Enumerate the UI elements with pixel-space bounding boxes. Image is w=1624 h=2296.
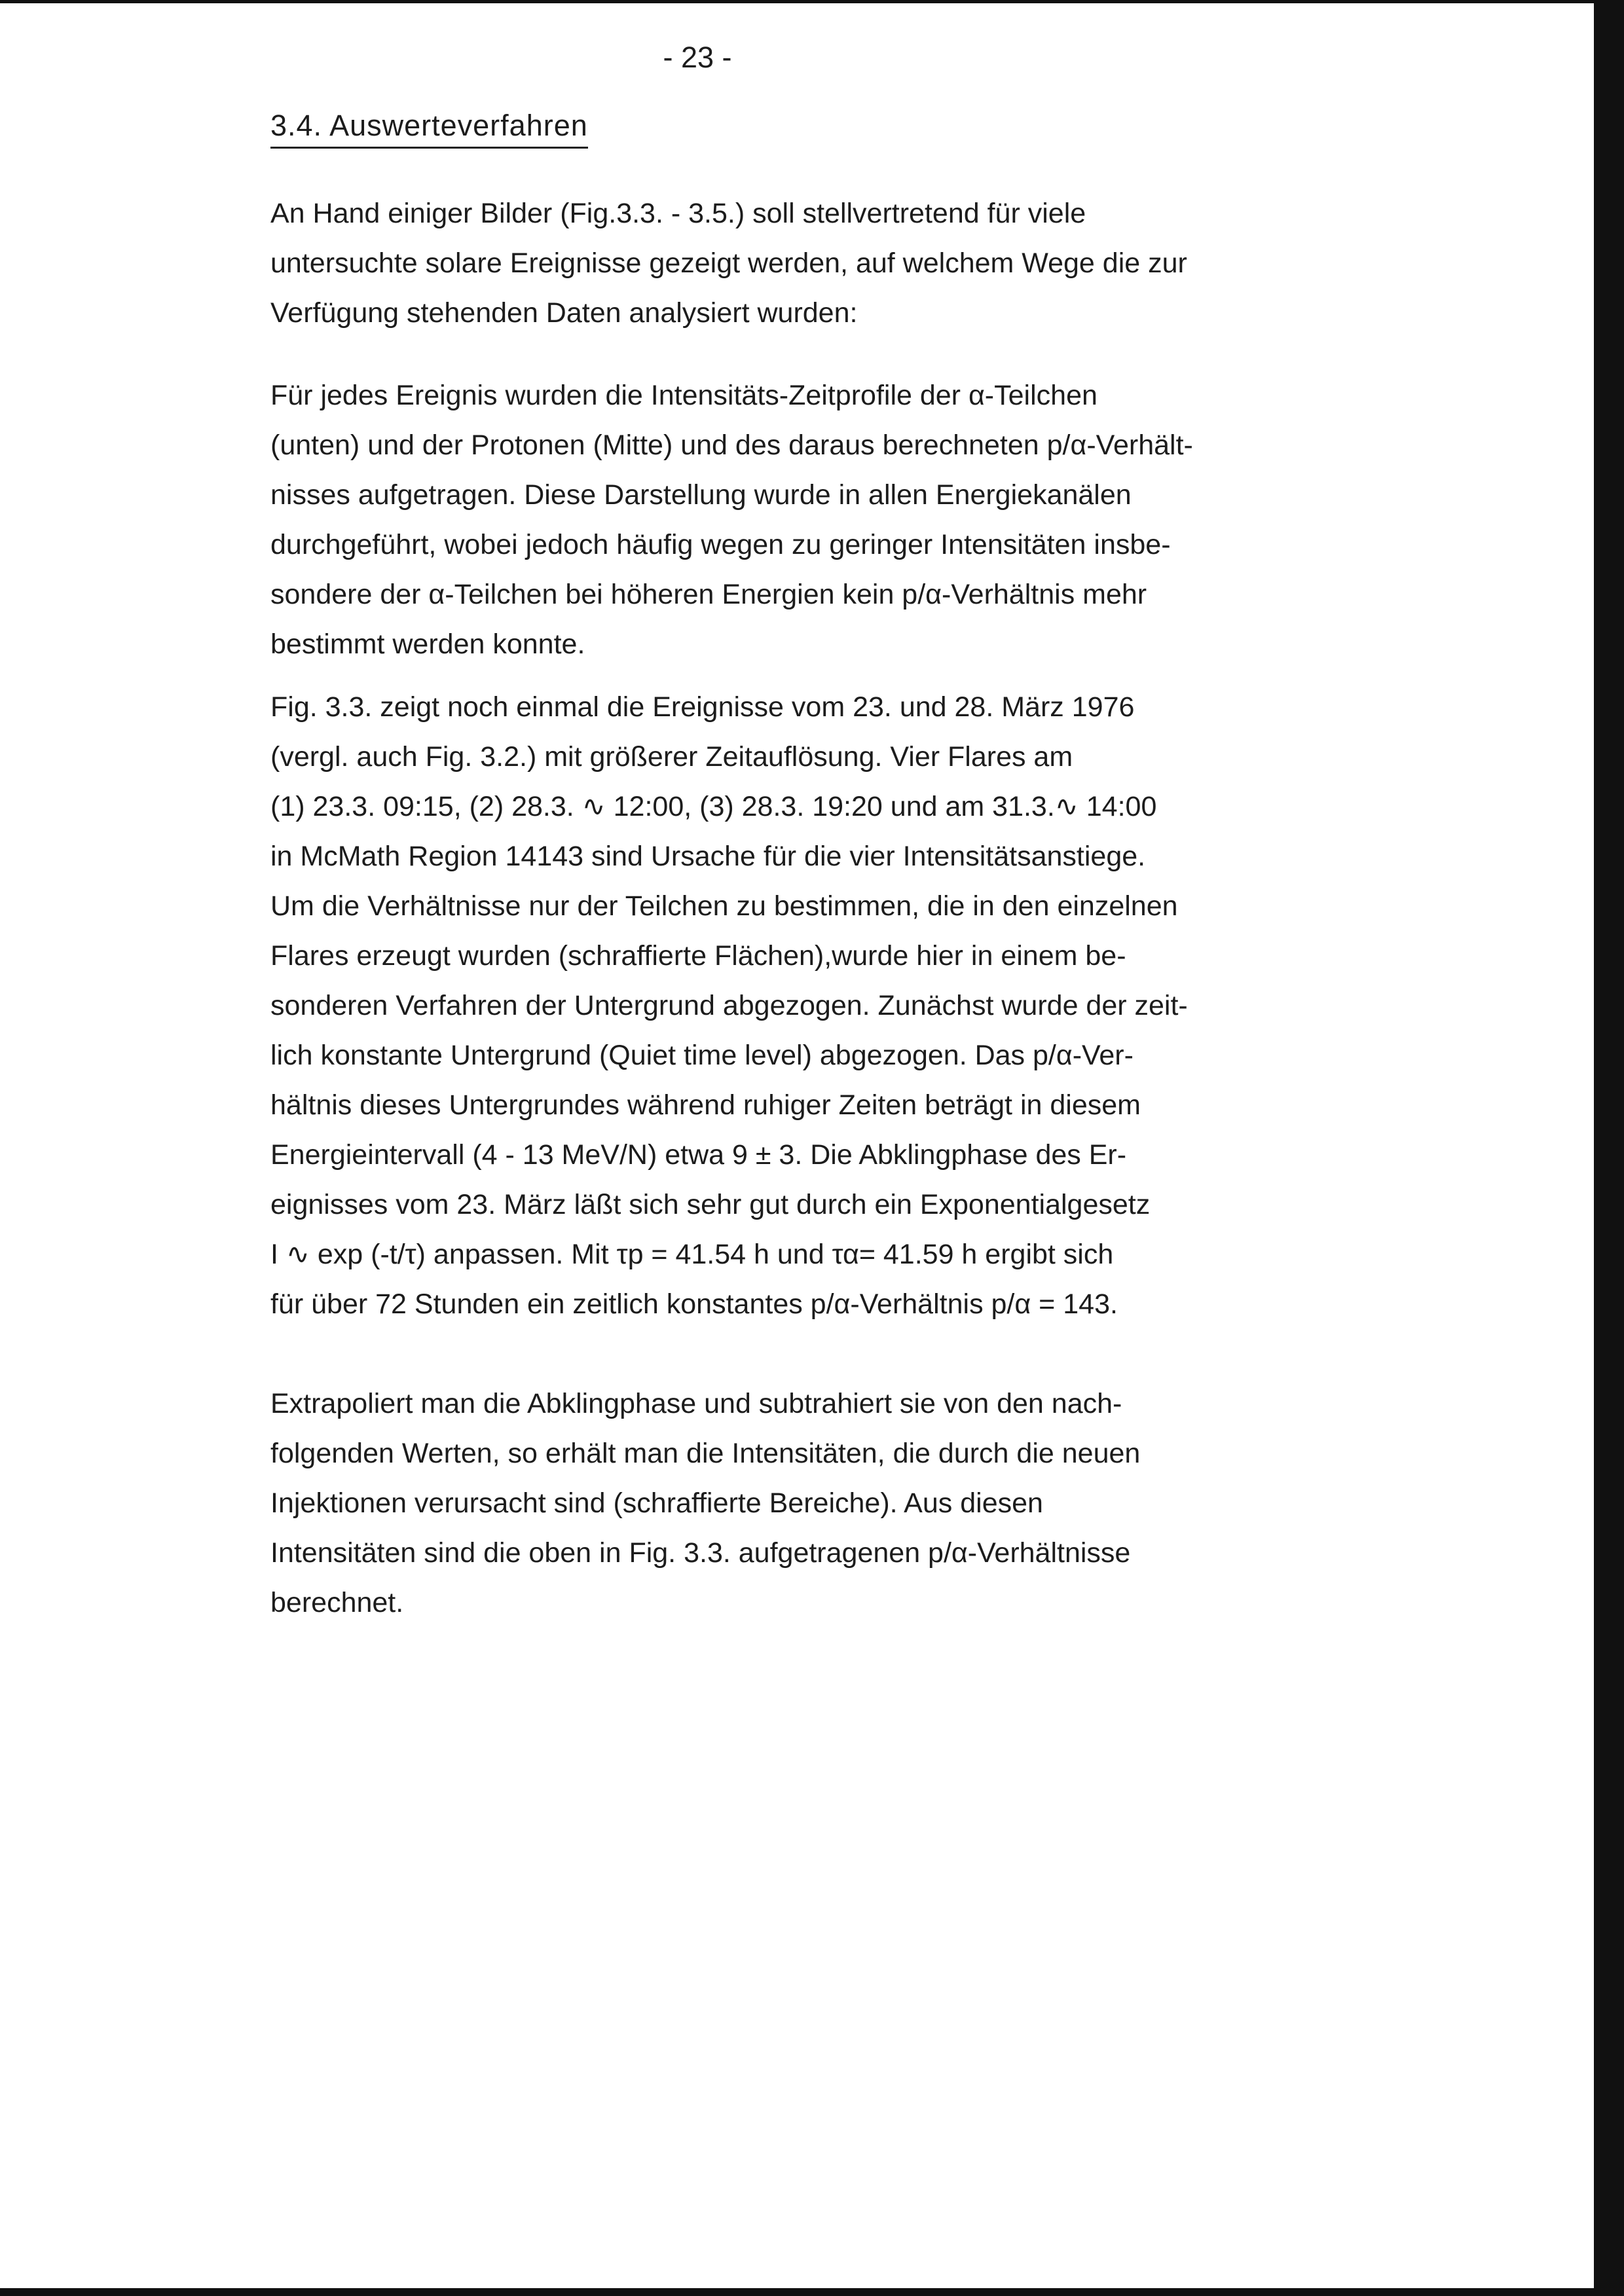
text-line: Fig. 3.3. zeigt noch einmal die Ereignisse vom 23. und 28. März 1976 bbox=[270, 691, 1135, 723]
text-line: Energieintervall (4 - 13 MeV/N) etwa 9 ± 3. Die Abklingphase des Er- bbox=[270, 1139, 1127, 1171]
text-line: für über 72 Stunden ein zeitlich konstantes p/α-Verhältnis p/α = 143. bbox=[270, 1288, 1118, 1320]
scan-border-bottom bbox=[0, 2288, 1624, 2296]
text-line: folgenden Werten, so erhält man die Intensitäten, die durch die neuen bbox=[270, 1438, 1141, 1469]
paragraph-events bbox=[270, 682, 1515, 1329]
text-line: (unten) und der Protonen (Mitte) und des daraus berechneten p/α-Verhält- bbox=[270, 429, 1193, 461]
text-line: eignisses vom 23. März läßt sich sehr gut durch ein Exponentialgesetz bbox=[270, 1189, 1151, 1220]
text-line: durchgeführt, wobei jedoch häufig wegen zu geringer Intensitäten insbe- bbox=[270, 529, 1171, 560]
text-line: bestimmt werden konnte. bbox=[270, 629, 585, 660]
text-line: An Hand einiger Bilder (Fig.3.3. - 3.5.) soll stellvertretend für viele bbox=[270, 198, 1086, 229]
text-line: Für jedes Ereignis wurden die Intensitäts-Zeitprofile der α-Teilchen bbox=[270, 380, 1098, 411]
text-line: (1) 23.3. 09:15, (2) 28.3. ∿ 12:00, (3) 28.3. 19:20 und am 31.3.∿ 14:00 bbox=[270, 791, 1157, 822]
text-line: (vergl. auch Fig. 3.2.) mit größerer Zeitauflösung. Vier Flares am bbox=[270, 741, 1073, 773]
text-line: lich konstante Untergrund (Quiet time level) abgezogen. Das p/α-Ver- bbox=[270, 1040, 1134, 1071]
text-line: I ∿ exp (-t/τ) anpassen. Mit τp = 41.54 h und τα= 41.59 h ergibt sich bbox=[270, 1239, 1114, 1270]
paragraph-extrapolation bbox=[270, 1379, 1515, 1628]
text-line: Flares erzeugt wurden (schraffierte Flächen),wurde hier in einem be- bbox=[270, 940, 1126, 972]
text-line: Verfügung stehenden Daten analysiert wurden: bbox=[270, 297, 858, 329]
scan-border-right bbox=[1594, 0, 1624, 2296]
section-heading: 3.4. Auswerteverfahren bbox=[270, 107, 588, 149]
text-line: hältnis dieses Untergrundes während ruhiger Zeiten beträgt in diesem bbox=[270, 1089, 1141, 1121]
scan-border-top bbox=[0, 0, 1624, 3]
text-line: berechnet. bbox=[270, 1587, 404, 1618]
text-line: nisses aufgetragen. Diese Darstellung wurde in allen Energiekanälen bbox=[270, 479, 1132, 511]
text-line: sondere der α-Teilchen bei höheren Energien kein p/α-Verhältnis mehr bbox=[270, 579, 1147, 610]
paragraph-method bbox=[270, 371, 1515, 669]
text-line: Injektionen verursacht sind (schraffierte Bereiche). Aus diesen bbox=[270, 1487, 1043, 1519]
page-number: - 23 - bbox=[663, 41, 732, 74]
text-line: Extrapoliert man die Abklingphase und subtrahiert sie von den nach- bbox=[270, 1388, 1122, 1419]
text-line: Intensitäten sind die oben in Fig. 3.3. aufgetragenen p/α-Verhältnisse bbox=[270, 1537, 1131, 1569]
text-line: sonderen Verfahren der Untergrund abgezogen. Zunächst wurde der zeit- bbox=[270, 990, 1188, 1021]
text-line: untersuchte solare Ereignisse gezeigt werden, auf welchem Wege die zur bbox=[270, 247, 1187, 279]
text-line: in McMath Region 14143 sind Ursache für die vier Intensitätsanstiege. bbox=[270, 841, 1146, 872]
text-line: Um die Verhältnisse nur der Teilchen zu bestimmen, die in den einzelnen bbox=[270, 890, 1178, 922]
paragraph-intro bbox=[270, 189, 1515, 338]
